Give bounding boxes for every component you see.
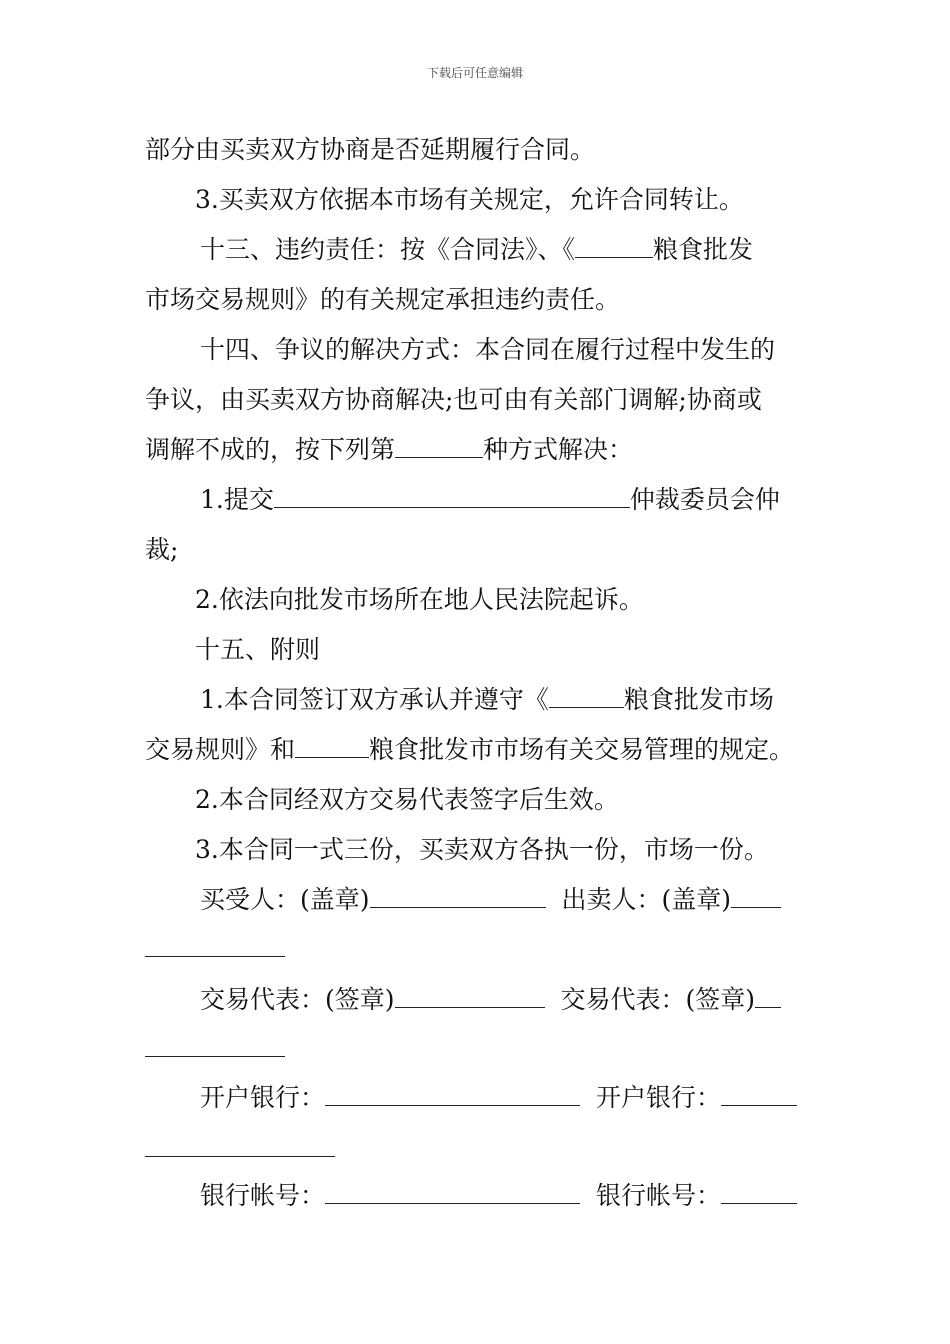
signature-row bbox=[200, 1082, 797, 1114]
text-segment: 1.提交 bbox=[200, 485, 274, 514]
section-heading: 十五、附则 bbox=[195, 635, 321, 664]
section-heading: 十四、争议的解决方式：本合同在履行过程中发生的 bbox=[200, 335, 776, 364]
buyer-rep-label: 交易代表：(签章) bbox=[200, 985, 395, 1014]
text-line bbox=[145, 434, 633, 466]
text-line: 3.买卖双方依据本市场有关规定，允许合同转让。 bbox=[195, 185, 744, 214]
signature-row bbox=[200, 884, 781, 916]
page-header: 下载后可任意编辑 bbox=[426, 66, 523, 80]
buyer-bank-label: 开户银行： bbox=[200, 1083, 326, 1112]
fill-blank bbox=[274, 485, 630, 508]
seller-rep-label: 交易代表：(签章) bbox=[560, 985, 756, 1014]
fill-blank bbox=[721, 1083, 797, 1106]
text-segment: 仲裁委员会仲 bbox=[629, 485, 780, 514]
fill-blank bbox=[325, 1083, 580, 1106]
text-segment: 1.本合同签订双方承认并遵守《 bbox=[200, 685, 549, 714]
buyer-seal-label: 买受人：(盖章) bbox=[200, 885, 370, 914]
text-segment: 十三、违约责任：按《合同法》、《 bbox=[200, 235, 576, 264]
text-line: 3.本合同一式三份，买卖双方各执一份，市场一份。 bbox=[195, 835, 769, 864]
text-line: 部分由买卖双方协商是否延期履行合同。 bbox=[145, 135, 596, 164]
fill-blank bbox=[549, 685, 624, 708]
fill-blank bbox=[575, 235, 653, 258]
text-segment: 粮食批发 bbox=[653, 235, 754, 264]
text-segment: 种方式解决： bbox=[483, 435, 634, 464]
text-line: 市场交易规则》的有关规定承担违约责任。 bbox=[145, 285, 621, 314]
text-segment: 粮食批发市市场有关交易管理的规定。 bbox=[369, 735, 795, 764]
text-line bbox=[200, 484, 780, 516]
fill-blank bbox=[395, 435, 483, 458]
fill-blank bbox=[325, 1181, 580, 1204]
fill-blank bbox=[370, 885, 546, 908]
seller-account-label: 银行帐号： bbox=[596, 1181, 722, 1210]
text-line bbox=[145, 734, 794, 766]
signature-row bbox=[200, 1180, 797, 1212]
fill-blank bbox=[145, 1155, 335, 1157]
text-line: 2.依法向批发市场所在地人民法院起诉。 bbox=[195, 585, 644, 614]
text-segment: 粮食批发市场 bbox=[623, 685, 774, 714]
text-line bbox=[200, 684, 774, 716]
fill-blank bbox=[731, 885, 781, 908]
fill-blank bbox=[395, 985, 545, 1008]
seller-bank-label: 开户银行： bbox=[596, 1083, 722, 1112]
fill-blank bbox=[295, 735, 369, 758]
text-segment: 调解不成的，按下列第 bbox=[145, 435, 396, 464]
text-line: 裁; bbox=[145, 535, 179, 564]
fill-blank bbox=[755, 985, 781, 1008]
fill-blank bbox=[145, 955, 285, 957]
seller-seal-label: 出卖人：(盖章) bbox=[561, 885, 732, 914]
fill-blank bbox=[721, 1181, 797, 1204]
text-segment: 交易规则》和 bbox=[145, 735, 296, 764]
fill-blank bbox=[145, 1055, 285, 1057]
signature-row bbox=[200, 984, 781, 1016]
text-line: 争议，由买卖双方协商解决;也可由有关部门调解;协商或 bbox=[145, 385, 762, 414]
text-line: 2.本合同经双方交易代表签字后生效。 bbox=[195, 785, 619, 814]
buyer-account-label: 银行帐号： bbox=[200, 1181, 326, 1210]
text-line bbox=[200, 234, 753, 266]
